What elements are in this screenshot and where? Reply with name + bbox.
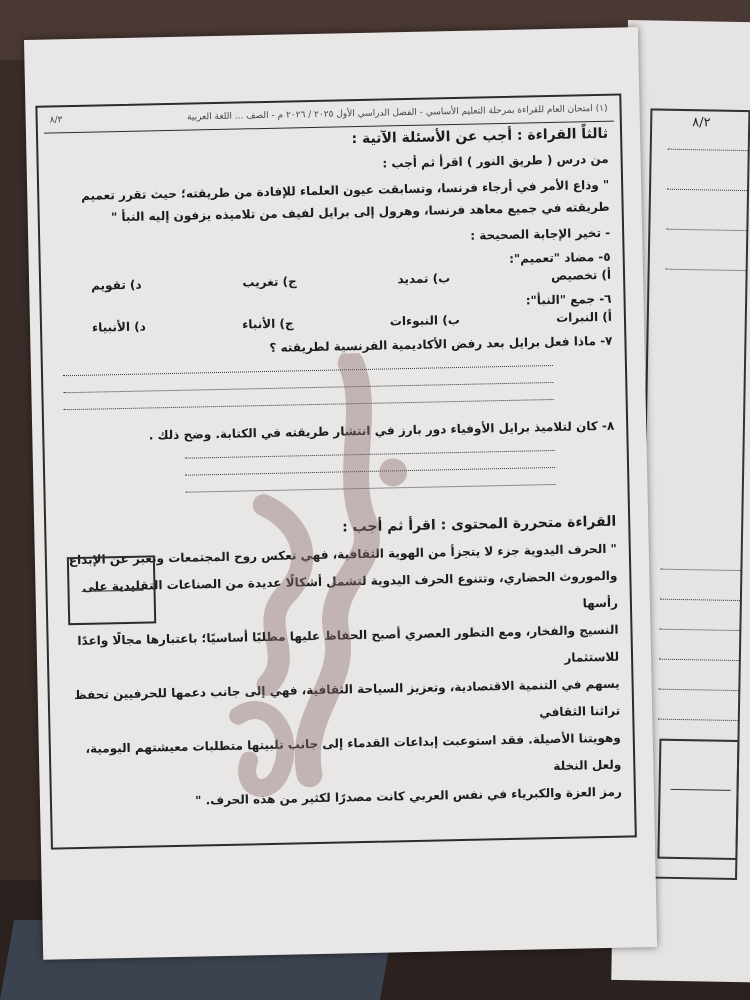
question-8: ٨- كان لتلاميذ برايل الأوفياء دور بارز في انتشار طريقته في الكتابة. وضح ذلك . bbox=[148, 418, 615, 443]
passage-line: طريقته في جميع معاهد فرنسا، وهرول إلى برايل لفيف من تلاميذه يزفون إليه النبأ " bbox=[110, 199, 610, 225]
passage-line: يسهم في التنمية الاقتصادية، وتعزيز السياحة الثقافية، فهي إلى جانب دعمها للحرفيين تحفظ تراثنا الثقافي bbox=[74, 676, 621, 720]
section-title: ثالثاً القراءة : أجب عن الأسئلة الآتية : bbox=[351, 125, 609, 148]
score-box bbox=[657, 739, 739, 860]
option[interactable]: أ) النبرات bbox=[555, 309, 613, 325]
right-page-number: ٨/٢ bbox=[692, 115, 711, 131]
answer-line[interactable] bbox=[185, 467, 555, 476]
option[interactable]: د) تقويم bbox=[91, 277, 142, 293]
option[interactable]: د) الأنبياء bbox=[91, 319, 146, 335]
passage-line: النسيج والفخار، ومع التطور العصري أصبح الحفاظ عليها مطلبًا أساسيًا؛ باعتبارها مجالًا واعدًا للاستثمار bbox=[77, 622, 620, 665]
option[interactable]: ج) تغريب bbox=[242, 274, 297, 290]
page-number: ٨/٣ bbox=[49, 115, 63, 126]
answer-line[interactable] bbox=[185, 484, 555, 493]
option[interactable]: ب) تمديد bbox=[397, 271, 451, 287]
answer-line[interactable] bbox=[64, 399, 554, 410]
question-5: ٥- مضاد "تعميم": bbox=[509, 249, 611, 266]
question-7: ٧- ماذا فعل برايل بعد رفض الأكاديمية الفرنسية لطريقته ؟ bbox=[269, 333, 613, 355]
option[interactable]: ج) الأنباء bbox=[241, 316, 294, 332]
passage-line: " وذاع الأمر في أرجاء فرنسا، وتسابقت عيون العلماء للإفادة من طريقته؛ حيث تقرر تعميم bbox=[81, 177, 610, 203]
question-6: ٦- جمع "النبأ": bbox=[525, 291, 612, 308]
choose-prompt: - تخير الإجابة الصحيحة : bbox=[470, 225, 611, 243]
score-box-line bbox=[82, 590, 144, 592]
exam-page bbox=[24, 27, 657, 960]
passage-line: " الحرف اليدوية جزء لا يتجزأ من الهوية الثقافية، فهي تعكس روح المجتمعات وتعبر عن الإبداع bbox=[68, 541, 617, 568]
answer-line[interactable] bbox=[63, 365, 553, 376]
option[interactable]: أ) تخصيص bbox=[550, 267, 612, 284]
exam-content bbox=[48, 126, 622, 818]
passage-line: والموروث الحضاري، وتتنوع الحرف اليدوية لتشمل أشكالًا عديدة من الصناعات التقليدية على رأسها bbox=[82, 568, 619, 611]
passage-line: رمز العزة والكبرياء في نفس العربي كانت مصدرًا لكثير من هذه الحرف. " bbox=[195, 784, 623, 808]
free-reading-title: القراءة متحررة المحتوى : اقرأ ثم أجب : bbox=[341, 513, 617, 536]
answer-line[interactable] bbox=[63, 382, 553, 393]
option[interactable]: ب) النبوءات bbox=[389, 312, 460, 329]
answer-line[interactable] bbox=[185, 450, 555, 459]
exam-info: (١) امتحان العام للقراءة بمرحلة التعليم الأساسي - الفصل الدراسي الأول ٢٠٢٥ / ٢٠٢٦ م - الصف ... اللغة العربية bbox=[187, 103, 608, 123]
score-box bbox=[67, 555, 156, 625]
passage-line: وهويتنا الأصيلة. فقد استوعبت إبداعات القدماء إلى جانب تلبيتها متطلبات معيشتهم اليومية، ولعل النخلة bbox=[85, 730, 622, 774]
lesson-intro: من درس ( طريق النور ) اقرأ ثم أجب : bbox=[382, 151, 609, 171]
